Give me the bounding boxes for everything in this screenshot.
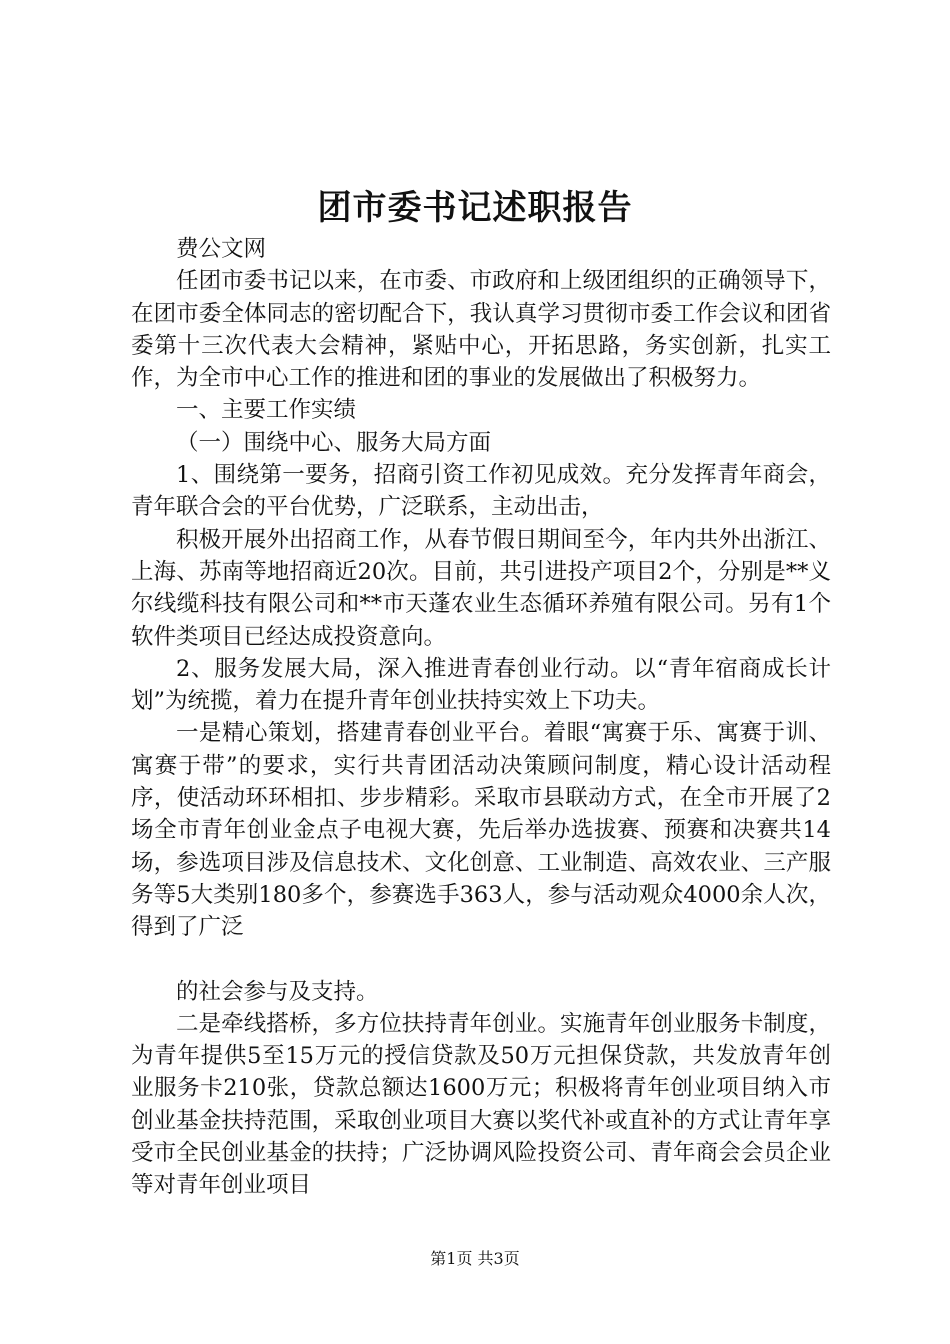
paragraph-continuation: 的社会参与及支持。 <box>176 978 379 1005</box>
intro-paragraph: 任团市委书记以来，在市委、市政府和上级团组织的正确领导下，在团市委全体同志的密切配合下，我认真学习贯彻市委工作会议和团省委第十三次代表大会精神，紧贴中心，开拓思路，务实创新，扎实工作，为全市中心工作的推进和团的事业的发展做出了积极努力。 <box>131 268 831 392</box>
document-body <box>131 233 831 1202</box>
paragraph-platform: 一是精心策划，搭建青春创业平台。着眼“寓赛于乐、寓赛于训、寓赛于带”的要求，实行共青团活动决策顾问制度，精心设计活动程序，使活动环环相扣、步步精彩。采取市县联动方式，在全市开展了2场全市青年创业金点子电视大赛，先后举办选拔赛、预赛和决赛共14场，参选项目涉及信息技术、文化创意、工业制造、高效农业、三产服务等5大类别180多个，参赛选手363人，参与活动观众4000余人次，得到了广泛 <box>131 720 831 941</box>
paragraph-support: 二是牵线搭桥，多方位扶持青年创业。实施青年创业服务卡制度，为青年提供5至15万元的授信贷款及50万元担保贷款，共发放青年创业服务卡210张，贷款总额达1600万元；积极将青年创业项目纳入市创业基金扶持范围，采取创业项目大赛以奖代补或直补的方式让青年享受市全民创业基金的扶持；广泛协调风险投资公司、青年商会会员企业等对青年创业项目 <box>131 1010 831 1199</box>
document-title: 团市委书记述职报告 <box>317 188 633 228</box>
page-footer: 第1页 共3页 <box>430 1249 520 1268</box>
paragraph-item-1: 1、围绕第一要务，招商引资工作初见成效。充分发挥青年商会，青年联合会的平台优势，广泛联系，主动出击， <box>131 462 831 521</box>
subsection-heading: （一）围绕中心、服务大局方面 <box>176 429 492 456</box>
paragraph-investment: 积极开展外出招商工作，从春节假日期间至今，年内共外出浙江、上海、苏南等地招商近20次。目前，共引进投产项目2个，分别是**义尔线缆科技有限公司和**市天蓬农业生态循环养殖有限公司。另有1个软件类项目已经达成投资意向。 <box>131 526 831 650</box>
paragraph-item-2: 2、服务发展大局，深入推进青春创业行动。以“青年宿商成长计划”为统揽，着力在提升青年创业扶持实效上下功夫。 <box>131 655 831 715</box>
source-line: 费公文网 <box>176 236 267 262</box>
paragraph-gap <box>131 944 831 976</box>
section-heading: 一、主要工作实绩 <box>176 397 357 424</box>
